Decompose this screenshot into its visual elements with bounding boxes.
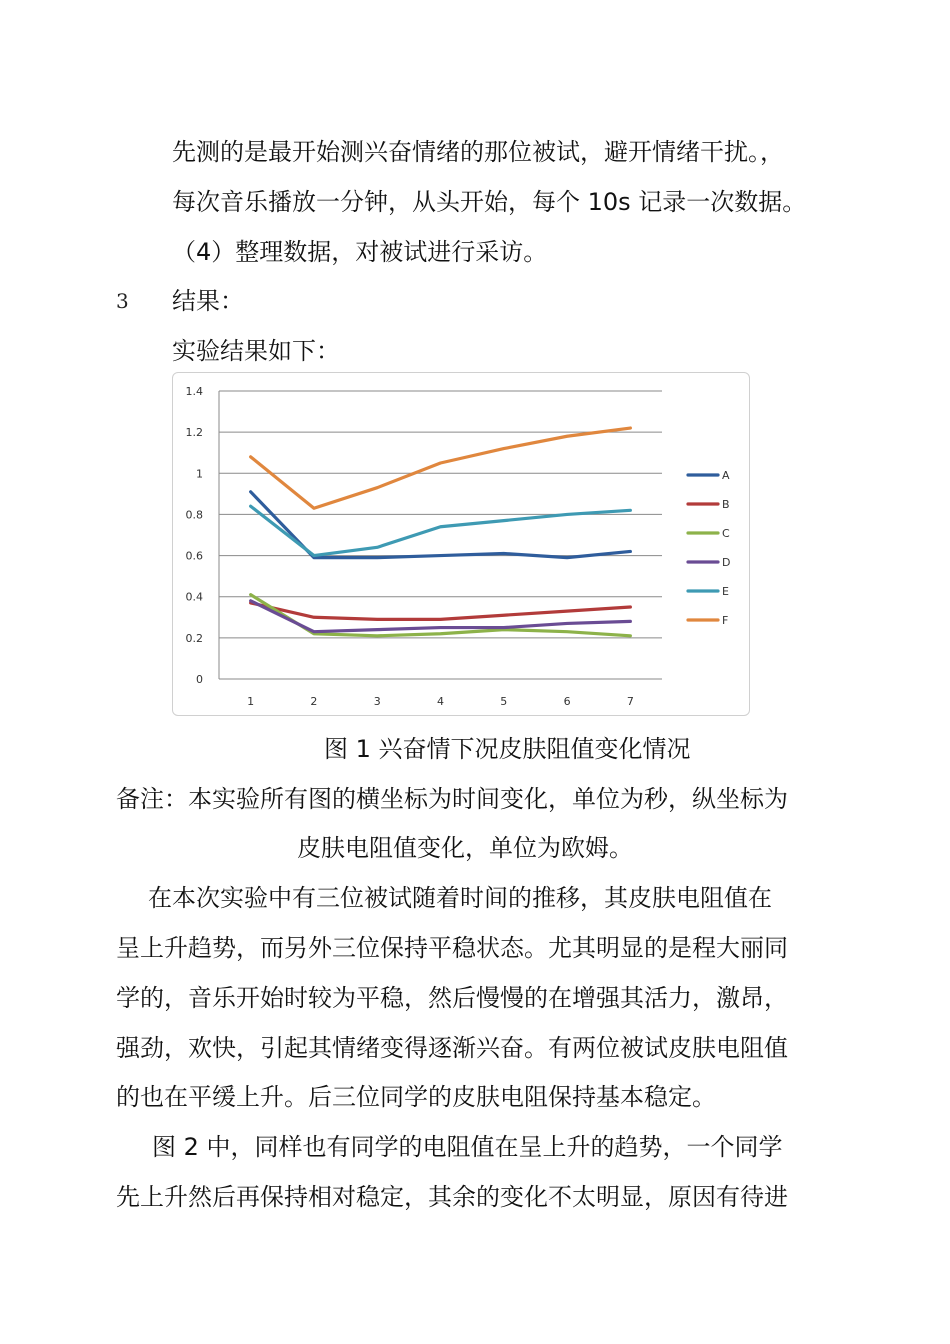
paragraph-line: 先测的是最开始测兴奋情绪的那位被试，避开情绪干扰。，	[172, 138, 784, 166]
legend-label-f: F	[722, 614, 729, 627]
x-tick-label: 3	[373, 695, 381, 708]
paragraph-line: （4）整理数据，对被试进行采访。	[172, 238, 548, 266]
figure-caption: 图 1 兴奋情下况皮肤阻值变化情况	[324, 735, 691, 763]
section-number: 3	[116, 289, 129, 313]
note-line: 备注：本实验所有图的横坐标为时间变化，单位为秒，纵坐标为	[116, 785, 788, 813]
legend-label-d: D	[722, 556, 731, 569]
y-tick-label: 0.2	[185, 631, 203, 645]
chart-container	[172, 372, 750, 716]
x-tick-label: 5	[500, 695, 508, 708]
section-title: 结果：	[172, 287, 244, 315]
results-intro: 实验结果如下：	[172, 337, 340, 365]
x-tick-label: 4	[437, 695, 444, 708]
y-tick-label: 1.4	[185, 385, 203, 398]
body-line: 强劲，欢快，引起其情绪变得逐渐兴奋。有两位被试皮肤电阻值	[116, 1034, 788, 1062]
y-tick-label: 0.6	[185, 549, 203, 563]
legend-label-e: E	[722, 585, 729, 598]
x-tick-label: 6	[563, 695, 571, 708]
legend-label-b: B	[722, 498, 730, 511]
series-line-f	[251, 428, 631, 508]
body-line: 学的，音乐开始时较为平稳，然后慢慢的在增强其活力，激昂，	[116, 984, 788, 1012]
y-tick-label: 1.2	[185, 426, 203, 440]
series-line-b	[251, 603, 631, 619]
x-tick-label: 2	[310, 695, 318, 708]
y-tick-label: 0.8	[185, 508, 203, 522]
y-tick-label: 0.4	[185, 590, 203, 604]
body-line: 先上升然后再保持相对稳定，其余的变化不太明显，原因有待进	[116, 1183, 788, 1211]
body-line: 的也在平缓上升。后三位同学的皮肤电阻保持基本稳定。	[116, 1083, 716, 1111]
note-line: 皮肤电阻值变化，单位为欧姆。	[297, 834, 633, 862]
body-line: 呈上升趋势，而另外三位保持平稳状态。尤其明显的是程大丽同	[116, 934, 788, 962]
legend-label-a: A	[722, 469, 730, 482]
body-line: 图 2 中，同样也有同学的电阻值在呈上升的趋势，一个同学	[152, 1133, 783, 1161]
legend-label-c: C	[722, 527, 730, 540]
y-tick-label: 1	[196, 467, 203, 481]
x-tick-label: 1	[247, 695, 255, 708]
line-chart	[173, 373, 749, 715]
body-line: 在本次实验中有三位被试随着时间的推移，其皮肤电阻值在	[148, 884, 772, 912]
y-tick-label: 0	[196, 673, 203, 686]
series-line-e	[251, 506, 631, 555]
x-tick-label: 7	[626, 695, 634, 708]
paragraph-line: 每次音乐播放一分钟，从头开始，每个 10s 记录一次数据。	[172, 188, 807, 216]
